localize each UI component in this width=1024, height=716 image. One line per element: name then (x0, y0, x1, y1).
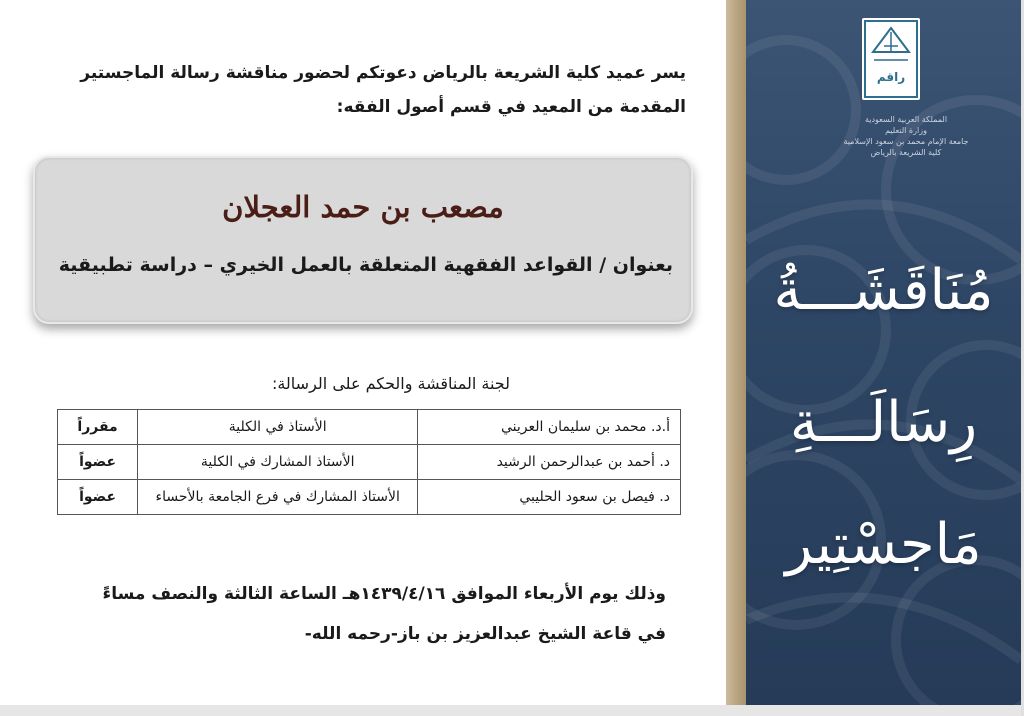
date-line: وذلك يوم الأربعاء الموافق ١٤٣٩/٤/١٦هـ الساعة الثالثة والنصف مساءً (102, 584, 666, 604)
member-role: عضواً (58, 480, 138, 515)
frame-bottom-edge (0, 705, 1024, 716)
member-title: الأستاذ في الكلية (138, 410, 418, 445)
candidate-name: مصعب بن حمد العجلان (222, 190, 504, 224)
table-row (58, 410, 681, 445)
thesis-title: بعنوان / القواعد الفقهية المتعلقة بالعمل الخيري – دراسة تطبيقية (58, 254, 673, 276)
arabesque-pattern (746, 0, 1021, 705)
intro-line-1: يسر عميد كلية الشريعة بالرياض دعوتكم لحضور مناقشة رسالة الماجستير (80, 63, 686, 83)
committee-table (57, 409, 681, 515)
university-logo (862, 18, 920, 100)
cover-title-line-1: مُنَاقَشَـــةُ (773, 258, 994, 323)
university-line: كلية الشريعة بالرياض (870, 148, 942, 157)
cover-panel (746, 0, 1021, 705)
cover-title-line-3: مَاجسْتِير (785, 512, 982, 577)
university-line: المملكة العربية السعودية (864, 115, 948, 124)
member-role: عضواً (58, 445, 138, 480)
schedule-block (26, 574, 666, 654)
table-row (58, 480, 681, 515)
candidate-box (33, 156, 693, 324)
gold-divider-strip (726, 0, 746, 716)
member-name: د. فيصل بن سعود الحليبي (418, 480, 681, 515)
intro-line-2: المقدمة من المعيد في قسم أصول الفقه: (336, 97, 686, 117)
member-name: أ.د. محمد بن سليمان العريني (418, 410, 681, 445)
venue-line: في قاعة الشيخ عبدالعزيز بن باز-رحمه الله- (304, 624, 666, 644)
table-row (58, 445, 681, 480)
cover-title-line-2: رِسَالَـــةِ (789, 390, 978, 455)
invitation-intro (36, 56, 686, 124)
university-line: جامعة الإمام محمد بن سعود الإسلامية (843, 137, 969, 146)
university-name-block (806, 114, 1006, 158)
logo-emblem-icon (862, 18, 920, 100)
member-role: مقرراً (58, 410, 138, 445)
member-title: الأستاذ المشارك في فرع الجامعة بالأحساء (138, 480, 418, 515)
member-title: الأستاذ المشارك في الكلية (138, 445, 418, 480)
university-line: وزارة التعليم (885, 126, 927, 135)
member-name: د. أحمد بن عبدالرحمن الرشيد (418, 445, 681, 480)
logo-text: ﺭﺍﻗﻢ (876, 70, 906, 84)
committee-heading: لجنة المناقشة والحكم على الرسالة: (271, 374, 510, 393)
